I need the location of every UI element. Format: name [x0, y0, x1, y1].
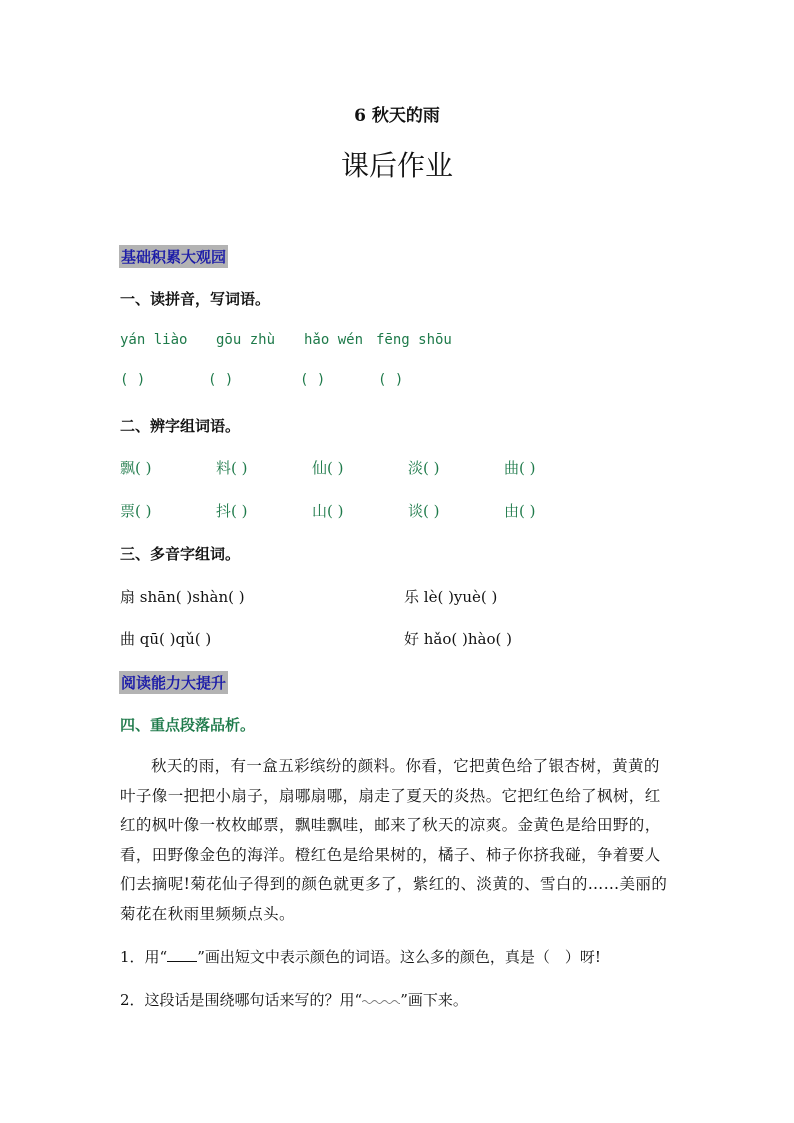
char-compare-row-2 — [120, 500, 594, 521]
question-1-heading: 一、读拼音，写词语。 — [120, 290, 271, 308]
question-3-heading: 三、多音字组词。 — [120, 545, 241, 563]
question-4-heading: 四、重点段落品析。 — [120, 716, 256, 734]
task-2-text-start: 2．这段话是围绕哪句话来写的？用“ — [120, 991, 363, 1009]
polyphone-item[interactable]: 乐 lè( )yuè( ) — [404, 588, 498, 606]
char-compare-item[interactable]: 曲( ) — [504, 459, 536, 477]
answer-blank[interactable]: ( ) — [120, 372, 146, 388]
task-1-text-start: 1．用“ — [120, 948, 168, 966]
task-2 — [120, 989, 468, 1010]
wavy-underline-icon — [362, 995, 400, 1005]
pinyin-item: yán liào — [120, 332, 188, 348]
char-compare-item[interactable]: 淡( ) — [408, 459, 440, 477]
polyphone-item[interactable]: 扇 shān( )shàn( ) — [120, 588, 245, 606]
polyphone-item[interactable]: 曲 qū( )qǔ( ) — [120, 630, 212, 648]
pinyin-row — [120, 332, 466, 348]
pinyin-item: fēng shōu — [376, 332, 452, 348]
question-2-heading: 二、辨字组词语。 — [120, 417, 241, 435]
pinyin-item: gōu zhù — [216, 332, 276, 348]
task-1-text-end: ”画出短文中表示颜色的词语。这么多的颜色，真是（ ）呀! — [197, 948, 601, 966]
char-compare-row-1 — [120, 457, 594, 478]
char-compare-item[interactable]: 山( ) — [312, 502, 344, 520]
worksheet-subtitle: 课后作业 — [340, 149, 453, 182]
pinyin-item: hǎo wén — [304, 332, 364, 348]
char-compare-item[interactable]: 由( ) — [504, 502, 536, 520]
section-band-reading: 阅读能力大提升 — [119, 671, 228, 694]
answer-blank[interactable]: ( ) — [208, 372, 234, 388]
char-compare-item[interactable]: 飘( ) — [120, 459, 152, 477]
worksheet-title: 6 秋天的雨 — [354, 106, 440, 126]
polyphone-item[interactable]: 好 hǎo( )hào( ) — [404, 630, 512, 648]
char-compare-item[interactable]: 谈( ) — [408, 502, 440, 520]
answer-blank[interactable]: ( ) — [300, 372, 326, 388]
reading-passage: 秋天的雨，有一盒五彩缤纷的颜料。你看，它把黄色给了银杏树，黄黄的叶子像一把把小扇子，扇哪扇哪，扇走了夏天的炎热。它把红色给了枫树，红红的枫叶像一枚枚邮票，飘哇飘哇，邮来了秋天的凉爽。金黄色是给田野的，看，田野像金色的海洋。橙红色是给果树的，橘子、柿子你挤我碰，争着要人们去摘呢!菊花仙子得到的颜色就更多了，紫红的、淡黄的、雪白的……美丽的菊花在秋雨里频频点头。 — [120, 757, 668, 923]
char-compare-item[interactable]: 仙( ) — [312, 459, 344, 477]
section-band-basics: 基础积累大观园 — [119, 245, 228, 268]
char-compare-item[interactable]: 料( ) — [216, 459, 248, 477]
task-2-text-end: ”画下来。 — [400, 991, 468, 1009]
answer-blanks-row — [120, 372, 458, 388]
answer-blank[interactable]: ( ) — [378, 372, 404, 388]
char-compare-item[interactable]: 抖( ) — [216, 502, 248, 520]
char-compare-item[interactable]: 票( ) — [120, 502, 152, 520]
straight-underline-icon — [167, 949, 197, 962]
task-1 — [120, 946, 601, 967]
